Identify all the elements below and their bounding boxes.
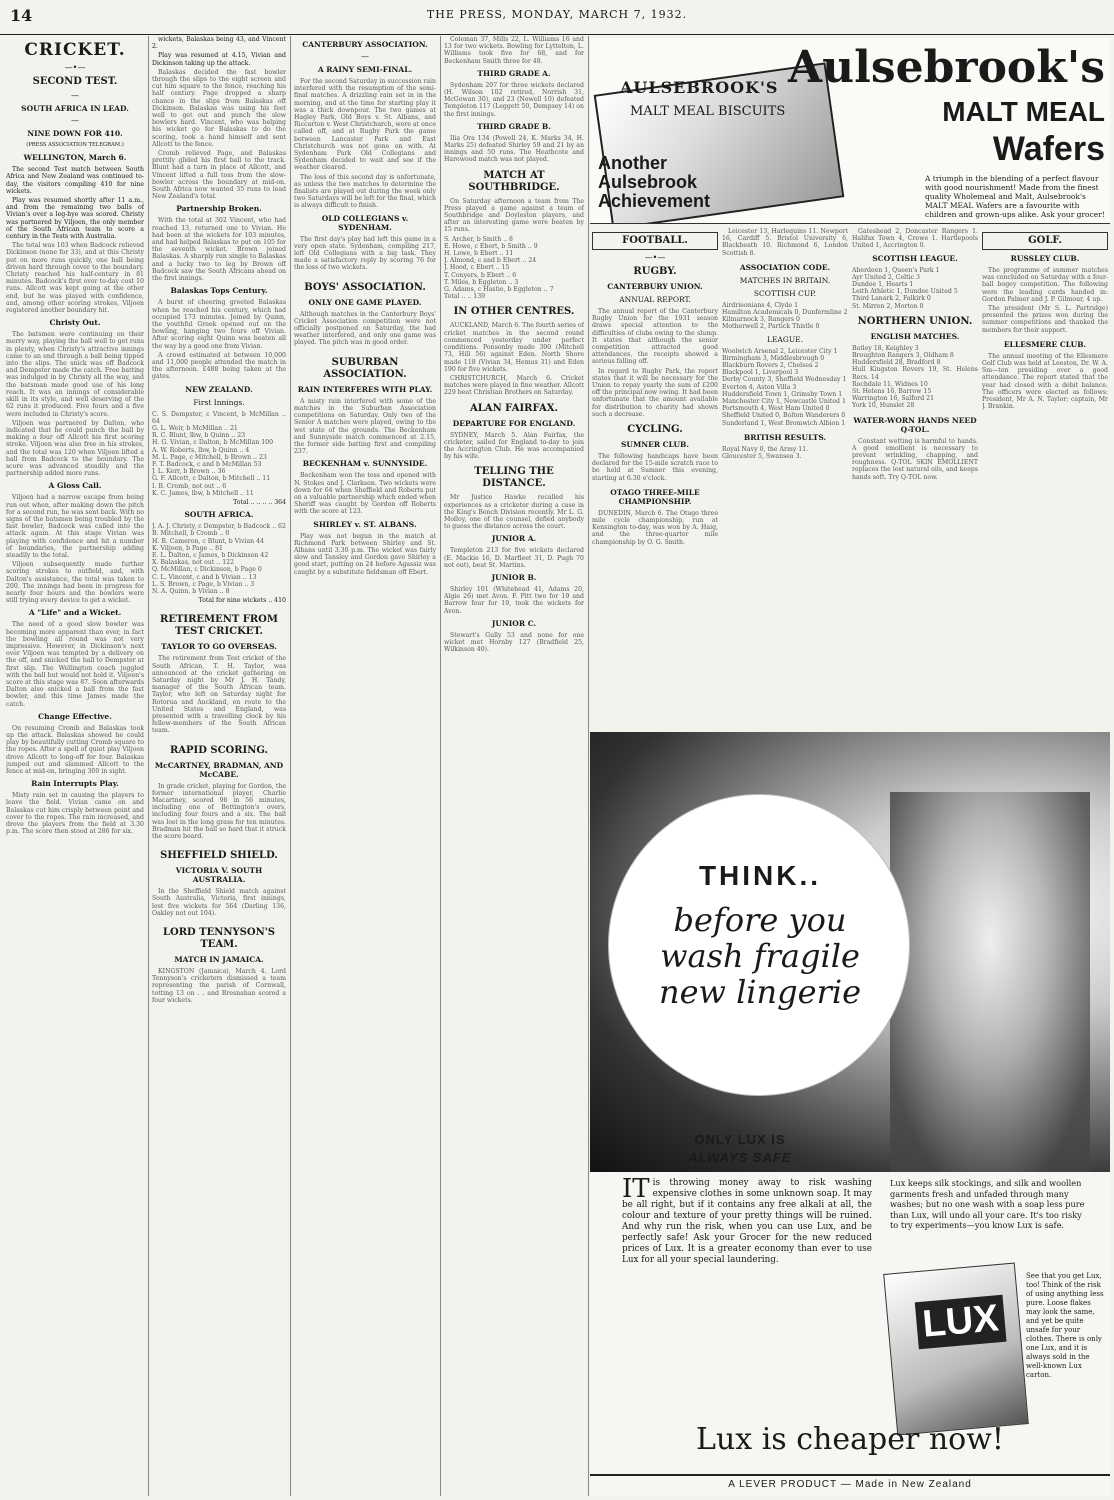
paragraph: The second Test match between South Africa and New Zealand was continued to-day, the visitors compiling 410 for nine wickets.: [6, 166, 144, 195]
column-canterbury: [294, 36, 436, 1496]
paragraph: Stewart's Gully 53 and none for one wicket met Hornby 127 (Bradfield 25, Wilkinson 40).: [444, 631, 584, 654]
paragraph: Shirley 101 (Whitehead 41, Adams 20, Algie 26) met Avon. F. Pitt two for 19 and Barrow four for 19, took the wickets for Avon.: [444, 585, 584, 615]
subhead: JUNIOR A.: [491, 534, 537, 544]
subhead: JUNIOR C.: [491, 618, 537, 628]
total-line: Total .. .. .. .. 364: [233, 498, 286, 506]
subhead: Partnership Broken.: [176, 204, 262, 214]
paragraph: SYDNEY, March 5. Alan Fairfax, the cricketer, sailed for England to-day to join the Accrington Club. He was accompanied by his wife.: [444, 431, 584, 461]
paragraph: The batsmen were continuing on their merry way, playing the ball well to get runs in plenty, when Christy's attractive innings came to an end through a ball being tipped into the slips. The snick was off Badcock and Dempster made the catch. Free batting was indulged in by Christy all the way, and the batsman made good use of his long reach. It was an innings of considerable skill in its style, and well deserving of the 62 runs it produced. Five fours and a five were included in Christy's score.: [6, 331, 144, 418]
paragraph: Sydenham 207 for three wickets declared (H. Wilson 102 retired, Norrish 31, McGowan 30), and 23 (Newell 10) defeated Templeton 117 (Leggett 50, Dempsey 14) on the first innings.: [444, 81, 584, 118]
deck: A RAINY SEMI-FINAL.: [317, 65, 413, 74]
paragraph: Ilia Ora 134 (Powell 24, K. Marks 34, H. Marks 25) defeated Shirley 59 and 21 by an innings and 50 runs. The Heathcote and Harewood match was not played.: [444, 134, 584, 164]
heading: NORTHERN UNION.: [857, 315, 973, 327]
subhead: SCOTTISH CUP.: [753, 288, 817, 298]
heading: RAPID SCORING.: [169, 744, 269, 756]
ornament: —•—: [644, 253, 666, 262]
only-lux-line: ONLY LUX IS: [694, 1132, 786, 1147]
heading: ALAN FAIRFAX.: [470, 402, 558, 414]
subhead: SCOTTISH LEAGUE.: [872, 253, 958, 263]
paragraph: Coleman 37, Mills 22, L. Williams 16 and 13 for two wickets. Bowling for Lyttelton, L. Williams took five for 68, and for Beckenham Smith three for 48.: [444, 36, 584, 65]
paragraph: Beckenham won the toss and opened with N. Stokes and J. Clarkson. Two wickets were down for 64 when Sheffield and Roberts put on a valuable partnership which ended when Sheriff was caught by Gordon off Roberts with the score at 123.: [294, 472, 436, 516]
heading: ASSOCIATION CODE.: [739, 262, 831, 272]
paragraph: Play was not begun in the match at Richmond Park between Shirley and St. Albans until 3.30 p.m. The wicket was fairly slow and Tansley and Gordon gave Shirley a good start, putting on 24 before Agassiz was caught by a substitute fieldsman off Ebert.: [294, 532, 436, 576]
paragraph: The loss of this second day is unfortunate, as unless the two matches to determine the finalists are played out during the week only two Saturdays will be left for the final, which is always difficult to finish.: [294, 173, 436, 210]
paragraph: A burst of cheering greeted Balaskas when he reached his century, which had occupied 173 minutes. Joined by Quinn, the youthful Greek opened out on the bowling, hanging two fours off Vivian. After scoring eight Quinn was beaten all the way by a good one from Vivian.: [152, 299, 286, 350]
subhead: LEAGUE.: [766, 334, 804, 344]
page-number: 14: [10, 6, 33, 25]
paragraph: Cromb relieved Page, and Balaskas prettily glided his first ball to the track. Blunt had a turn in place of Allcott, and Vincent lifted a full toss from the slow-bowler across the boundary at mid-on. South Africa now wanted 35 runs to lead New Zealand's total.: [152, 150, 286, 201]
dateline: WELLINGTON, March 6.: [23, 153, 127, 163]
heading: CANTERBURY ASSOCIATION.: [302, 40, 428, 49]
column-cricket-2: [152, 36, 286, 1496]
deck: NINE DOWN FOR 410.: [27, 129, 123, 138]
subhead: A Gloss Call.: [48, 481, 102, 491]
column-rule: [290, 36, 291, 1496]
paragraph: In grade cricket, playing for Gordon, the former international player, Charlie Macartney, scored 96 in 56 minutes, including one of Bettington's overs, including four fours and a six. The ball was lost in the long grass for ten minutes. Bradman hit the ball so hard that it struck the score board.: [152, 782, 286, 841]
subhead: JUNIOR B.: [491, 572, 537, 582]
subhead: Balaskas Tops Century.: [170, 286, 268, 296]
subhead: SHIRLEY v. ST. ALBANS.: [313, 519, 417, 529]
subhead: THIRD GRADE B.: [477, 121, 551, 131]
paragraph: With the total at 302 Vincent, who had reached 13, returned one to Vivian. He had been at the wickets for 103 minutes, and had helped Balaskas to put on 105 for the seventh wicket. Brown joined Balaskas. A sharply run single to Balaskas and a lucky two to leg by Brown off Badcock saw the South Africans ahead on the first innings.: [152, 217, 286, 283]
paragraph: KINGSTON (Jamaica), March 4. Lord Tennyson's cricketers dismissed a team representing the parish of Cornwall, totting 13 on . . and Bresnahan scored a four wickets.: [152, 968, 286, 1004]
woman-figure: [890, 792, 1090, 1172]
deck: MATCHES IN BRITAIN.: [739, 275, 831, 285]
deck: SOUTH AFRICA IN LEAD.: [21, 104, 129, 113]
heading: SHEFFIELD SHIELD.: [160, 850, 278, 862]
column-cricket: [6, 36, 144, 1496]
deck: DEPARTURE FOR ENGLAND.: [452, 418, 576, 428]
cricket-heading: CRICKET.: [24, 40, 126, 60]
paragraph: Constant wetting is harmful to hands. A good emollient is necessary to prevent wrinkling, chapping, and roughness. Q-TOL SKIN EMOLLIENT replaces the lost natural oils, and keeps hands soft. Try Q-TOL now.: [852, 437, 978, 481]
heading: CYCLING.: [627, 424, 683, 436]
lux-body-copy: [622, 1174, 872, 1266]
second-test-heading: SECOND TEST.: [32, 76, 118, 87]
results: Royal Navy 0, the Army 11. Gloucester 5, Swansea 3.: [722, 445, 809, 461]
heading: OTAGO THREE-MILE CHAMPIONSHIP.: [610, 487, 700, 506]
paragraph: Balaskas decided the fast bowler through the slips to the eight screen and cut him square to the fence, reaching his half century. Page dropped a sharp chance in the slips from Balaskas off Dickinson. Balaskas was using his feet well to get out and punch the slow bowlers hard. Vincent, who was helping his wicket go for Balaskas to do the scoring, took a hand himself and sent Allcott to the fence.: [152, 68, 286, 148]
ornament: —: [71, 91, 79, 100]
paragraph: The total was 103 when Badcock relieved Dickinson (none for 33), and at this Christy put on more runs quickly, one ball being driven hard through cover to the boundary. Christy reached his half-century in 81 minutes. Badcock's first over to-day cost 10 runs. Allcott was kept going at the other end, but he was played with confidence, and, among other scoring strokes, Viljoen registered another boundary hit.: [6, 242, 144, 315]
paragraph: The annual meeting of the Ellesmere Golf Club was held at Leeston, Dr. W. A. Sm—ton presiding over a good attendance. The report stated that the year had closed with a debit balance. The officers were elected as follows: President, Mr A. N. Taylor; captain, Mr J. Brankin.: [982, 352, 1108, 411]
paragraph: On Saturday afternoon a team from The Press played a game against a team of Southbridge and Doyleston players, and after an interesting game were beaten by 15 runs.: [444, 197, 584, 234]
paragraph: Play was resumed at 4.15, Vivian and Dickinson taking up the attack.: [152, 52, 286, 67]
column-rule: [440, 36, 441, 1496]
scoreboard: S. Archer, b Smith .. 8 E. Howe, c Ebert, b Smith .. 9 H. Lowe, b Ebert .. 11 J. Almond, c and b Ebert .. 24 J. Hood, c Ebert .. 15 T. Conyers, b Ebert .. 6 T. Miles, b Eggleton .. 3 G. Adams, c Hastie, b Eggleton .. 7 Total .. .. 139: [444, 235, 554, 301]
paragraph: DUNEDIN, March 6. The Otago three mile cycle championship, run at Kensington to-day, was won by A. Haig, and the three-quarter mile championship by O. G. Smith.: [592, 509, 718, 546]
column-northern-union: [852, 228, 978, 728]
deck: ONLY ONE GAME PLAYED.: [308, 297, 422, 307]
subhead: Christy Out.: [49, 318, 101, 328]
paragraph: On resuming Cromb and Balaskas took up the attack. Balaskas showed he could play by beautifully cutting Cromb square to the ropes. After a spell of quiet play Viljoen drove Allcott to long-off for four. Balaskas jumped out and slammed Allcott to the fence at mid-on, bringing 300 in sight.: [6, 724, 144, 776]
results: Woolwich Arsenal 2, Leicester City 1 Birmingham 3, Middlesbrough 0 Blackburn Rovers 2, Chelsea 2 Blackpool 1, Liverpool 3 Derby County 3, Sheffield Wednesday 1 Everton 4, Aston Villa 3 Huddersfield Town 1, Grimsby Town 1 Manchester City 1, Newcastle United 1 Portsmouth 4, West Ham United 0 Sheffield United 0, Bolton Wanderers 0 Sunderland 1, West Bromwich Albion 1: [722, 347, 847, 427]
scoreboard: C. S. Dempster, c Vincent, b McMillan .. 64 G. L. Weir, b McMillan .. 21 R. C. Blunt, lbw, b Quinn .. 23 H. G. Vivian, c Dalton, b McMillan 100 A. W. Roberts, lbw, b Quinn .. 4 M. L. Page, c Mitchell, b Brown .. 23 F. T. Badcock, c and b McMillan 53 J. L. Kerr, b Brown .. 36 G. F. Allcott, c Dalton, b Mitchell .. 11 I. B. Cromb, not out .. 6 K. C. James, lbw, b Mitchell .. 11: [152, 410, 286, 497]
paragraph: For the second Saturday in succession rain interfered with the resumption of the semi-final matches. A drizzling rain set in in the morning, and at the time for starting play it was a thick downpour. The two games at Hagley Park, Old Boys v. St. Albans, and Riccarton v. West Christchurch, were at once called off, and at Rugby Park the game between Lancaster Park and East Christchurch was not gone on with. At Sydenham Park Old Collegians and Sydenham decided to wait and see if the weather cleared.: [294, 78, 436, 172]
brand-name: Aulsebrook's: [788, 42, 1105, 93]
paragraph: A misty rain interfered with some of the matches in the Suburban Association competitions on Saturday. Only two of the Senior A matches were played, owing to the wet state of the grounds. The Beckenham and Sunnyside match commenced at 2.15, the former side batting first and compiling 237.: [294, 397, 436, 456]
subhead: OLD COLLEGIANS v. SYDENHAM.: [321, 213, 409, 232]
paragraph: In the Sheffield Shield match against South Australia, Victoria, first innings, lost five wickets for 564 (Darling 136, Oakley not out 104).: [152, 888, 286, 917]
paragraph: The retirement from Test cricket of the South African, T. H. Taylor, was announced at the cricket gathering on Saturday night by Mr J. H. Tandy, manager of the South African team. Taylor, who left on Saturday night for Rotorua and Auckland, en route to the United States and England, was presented with a travelling clock by his fellow-members of the South African team.: [152, 655, 286, 735]
carton-label: LUX: [915, 1295, 1007, 1349]
paragraph: Viljoen was partnered by Dalton, who indicated that he could punch the ball by making a four off Allcott his first scoring stroke. Viljoen was also free in his strokes, and the total was 120 when Viljoen lifted a ball from Badcock to the boundary. The score was advanced steadily and the partnership added more runs.: [6, 419, 144, 478]
total-line: Total for nine wickets .. 410: [198, 597, 286, 605]
paragraph: A crowd estimated at between 10,000 and 11,000 people attended the match in the afternoon. £488 being taken at the gates.: [152, 351, 286, 381]
paragraph: CHRISTCHURCH, March 6. Cricket matches were played in fine weather. Allcott 229 beat Christian Brothers on Saturday.: [444, 374, 584, 397]
column-rule: [148, 36, 149, 1496]
lux-side-copy-2: See that you get Lux, too! Think of the risk of using anything less pure. Loose flakes may look the same, and yet be quite unsafe for your clothes. There is only one Lux, and it is always sold in the well-known Lux carton.: [1026, 1272, 1104, 1379]
lux-side-copy: Lux keeps silk stockings, and silk and woollen garments fresh and unfaded through many washes; but no one wash with a soap less pure than Lux, will undo all your care. It's too risky to try experiments—you know Lux is safe.: [890, 1178, 1085, 1230]
paragraph: AUCKLAND, March 6. The fourth series of cricket matches in the second round commenced yesterday under perfect conditions. Ponsonby made 390 (Mitchell 73, Hill 56) against Eden. North Shore made 118 (Vivian 34, Hemus 31) and Eden 190 for five wickets.: [444, 322, 584, 373]
heading: RETIREMENT FROM TEST CRICKET.: [160, 614, 278, 638]
heading: SUBURBAN ASSOCIATION.: [323, 356, 407, 380]
deck: ANNUAL REPORT.: [619, 295, 691, 304]
results: Airdrieonians 4, Clyde 1 Hamilton Academicals 0, Dunfermline 2 Kilmarnock 3, Rangers 0 Motherwell 2, Partick Thistle 0: [722, 301, 848, 331]
paragraph: The following handicaps have been declared for the 15-mile scratch race to be held at Sumner this evening, starting at 6.30 o'clock.: [592, 453, 718, 482]
deck: SUMNER CLUB.: [621, 440, 689, 450]
results: Batley 18, Keighley 3 Broughton Rangers 3, Oldham 8 Huddersfield 28, Bradford 8 Hull Kingston Rovers 19, St. Helens Recs. 14 Rochdale 11, Widnes 10 St. Helens 16, Barrow 15 Warrington 16, Salford 21 York 10, Hunslet 28: [852, 344, 978, 410]
heading: GOLF.: [982, 232, 1108, 250]
paragraph: The annual report of the Canterbury Rugby Union for the 1931 season draws special attention to the difficulties of clubs owing to the slump. It states that although the senior competition attracted good attendances, the receipts showed a serious falling off.: [592, 308, 718, 366]
paragraph: Misty rain set in causing the players to leave the field. Vivian came on and Balaskas cut him crisply between point and cover to the ropes. The rain increased, and drove the players from the field at 3.30 p.m. The score then stood at 286 for six.: [6, 792, 144, 836]
cheaper-headline: Lux is cheaper now!: [696, 1422, 1004, 1457]
subhead: Change Effective.: [38, 711, 112, 721]
results: Aberdeen 1, Queen's Park 1 Ayr United 2, Celtic 3 Dundee 1, Hearts 1 Leith Athletic 1, Dundee United 5 Third Lanark 2, Falkirk 0 St. Mirren 2, Morton 0: [852, 266, 958, 310]
heading: FOOTBALL.: [592, 232, 718, 250]
deck: ENGLISH MATCHES.: [870, 331, 960, 341]
subhead: A "Life" and a Wicket.: [28, 608, 122, 618]
script-headline: before you wash fragile new lingerie: [658, 901, 862, 1011]
subheading: RUGBY.: [633, 266, 677, 277]
paragraph: wickets, Balaskas being 43, and Vincent 2.: [152, 36, 286, 51]
column-golf: [982, 228, 1108, 728]
paragraph: The president (Mr S. L. Partridge) presented the prizes won during the summer competitions and thanked the members for their support.: [982, 305, 1108, 334]
paragraph: Mr Justice Hawke recalled his experiences as a cricketer during a case in the King's Bench Division recently. Mr L. G. Molloy, one of the counsel, defied anybody to guess the distance across the court.: [444, 494, 584, 531]
paragraph: Play was resumed shortly after 11 a.m., and from the remaining two balls of Vivian's over a leg-bye was scored. Christy was partnered by Viljoen, the only member of the South African team to score a century in the Tests with Australia.: [6, 197, 144, 241]
column-rule: [588, 36, 589, 1496]
lux-carton-image: [883, 1263, 1029, 1436]
ad-copy: A triumph in the blending of a perfect flavour with good nourishment! Made from the finest quality Wholemeal and Malt, Aulsebrook's MALT MEAL Wafers are a favourite with children and grown-ups alike. Ask your grocer!: [925, 174, 1105, 219]
think-headline: THINK..: [698, 860, 822, 891]
lux-advertisement: [590, 732, 1110, 1496]
scoreboard: J. A. J. Christy, c Dempster, b Badcock .. 62 B. Mitchell, b Cromb .. 0 H. B. Cameron, c Blunt, b Vivian 44 K. Viljoen, b Page .. 81 E. L. Dalton, c James, b Dickinson 42 X. Balaskas, not out .. 122 Q. McMillan, c Dickinson, b Page 0 C. L. Vincent, c and b Vivian .. 13 L. S. Brown, c Page, b Vivian .. 3 N. A. Quinn, b Vivian .. 8: [152, 523, 286, 595]
deck: VICTORIA V. SOUTH AUSTRALIA.: [175, 866, 263, 885]
box-label-2: MALT MEAL BISCUITS: [630, 104, 786, 119]
deck: MATCH IN JAMAICA.: [174, 955, 264, 965]
paragraph: The programme of summer matches was concluded on Saturday with a four-ball bogey competition. The following were the leading cards handed in: Gordon Palmer and J. P. Gilmour, 4 up.: [982, 267, 1108, 303]
always-safe-line: ALWAYS SAFE: [688, 1150, 792, 1165]
column-football: [592, 228, 718, 728]
heading: BRITISH RESULTS.: [743, 432, 827, 442]
heading: TELLING THE DISTANCE.: [474, 466, 554, 490]
heading: BOYS' ASSOCIATION.: [304, 281, 426, 293]
ornament: —: [71, 116, 79, 125]
heading: IN OTHER CENTRES.: [453, 306, 575, 318]
paragraph: Although matches in the Canterbury Boys' Cricket Association competition were not officially postponed on Saturday, the bad weather interfered, and only one game was played. The pitch was in good order.: [294, 310, 436, 347]
ornament: —: [361, 52, 369, 61]
paragraph: Viljoen had a narrow escape from being run out when, after making down the pitch for a second run, he was sent back. With no signs of the batsmen being troubled by the fast bowler, Badcock was called into the attack again. At this stage Vivian was playing with confidence and hit a number of boundaries, the partnership adding steadily to the total.: [6, 494, 144, 559]
subhead: Rain Interrupts Play.: [31, 779, 119, 789]
product-line-2: Wafers: [992, 130, 1105, 168]
newspaper-title: THE PRESS, MONDAY, MARCH 7, 1932.: [426, 8, 688, 21]
scoreboard-sub: First Innings.: [193, 397, 245, 407]
heading: ELLESMERE CLUB.: [1003, 339, 1087, 349]
deck: CANTERBURY UNION.: [607, 282, 703, 291]
achievement-slogan: Another Aulsebrook Achievement: [598, 153, 711, 211]
paragraph: Templeton 213 for five wickets declared (E. Mackie 16, D. Marfleet 31, D. Pugh 70 not out), beat St. Martins.: [444, 547, 584, 569]
heading: MATCH AT SOUTHBRIDGE.: [468, 169, 560, 193]
scoreboard-title: SOUTH AFRICA.: [184, 510, 254, 520]
deck: RUSSLEY CLUB.: [1010, 254, 1080, 263]
heading: LORD TENNYSON'S TEAM.: [162, 927, 276, 951]
scoreboard-title: NEW ZEALAND.: [185, 384, 253, 394]
paragraph: Viljoen subsequently made further scoring strokes to outfield, and, with Dalton's assistance, the total was taken to 200. The innings had been in progress for nearly four hours and the bowlers were still trying every device to get a wicket.: [6, 561, 144, 605]
subhead: BECKENHAM v. SUNNYSIDE.: [302, 459, 428, 469]
product-line-1: MALT MEAL: [942, 96, 1105, 127]
heading: WATER-WORN HANDS NEED Q-TOL.: [853, 415, 977, 434]
lever-footer: A LEVER PRODUCT — Made in New Zealand: [590, 1474, 1110, 1490]
paragraph: The need of a good slow bowler was becoming more apparent than ever, in fact the bowling all round was not very impressive. However, in Dickinson's next over Viljoen was tempted by a delivery on the off, and snicked the ball to Dempster at first slip. The Wellington coach juggled with the ball but would not hold it. Viljoen's score at this stage was 87. Soon afterwards Dalton also snicked a ball from the fast bowler, and this time James made the catch.: [6, 621, 144, 708]
column-association: [722, 228, 848, 728]
paragraph: The first day's play had left this game in a very open state. Sydenham, compiling 217, left Old Collegians with a big task. They made a satisfactory reply by scoring 76 for the loss of two wickets.: [294, 235, 436, 272]
aulsebrook-advertisement: [590, 38, 1110, 224]
credit-line: (PRESS ASSOCIATION TELEGRAM.): [26, 142, 124, 148]
paragraph: In regard to Rugby Park, the report states that it will be necessary for the Union to repay yearly the sum of £200 off the principal now owing. It had been unfortunate that the amount available for distribution to charity had shown such a decrease.: [592, 367, 718, 418]
column-centres: [444, 36, 584, 1496]
paragraph: Leicester 13, Harlequins 11. Newport 16, Cardiff 5. Bristol University 6, Blackheath 10. Richmond 6, London Scottish 8.: [722, 228, 848, 257]
body-text: is throwing money away to risk washing expensive clothes in some unknown soap. It may be all right, but if it contains any free alkali at all, the colour and texture of your pretty things will be ruined. And why run the risk, when you can use Lux, and be perfectly safe! Ask your Grocer for the new reduced prices of Lux. It is a greater economy than ever to use Lux for all your special laundering.: [622, 1178, 872, 1265]
deck: TAYLOR TO GO OVERSEAS.: [161, 642, 277, 652]
subhead: THIRD GRADE A.: [477, 68, 551, 78]
deck: RAIN INTERFERES WITH PLAY.: [297, 384, 433, 394]
deck: McCARTNEY, BRADMAN, AND McCABE.: [154, 760, 284, 779]
paragraph: Gateshead 2, Doncaster Rangers 1. Halifax Town 4, Crewe 1. Hartlepools United 1, Accrington 0.: [852, 228, 978, 250]
drop-cap: IT: [622, 1174, 650, 1204]
box-label: AULSEBROOK'S: [620, 78, 779, 97]
ornament: —•—: [64, 63, 86, 72]
